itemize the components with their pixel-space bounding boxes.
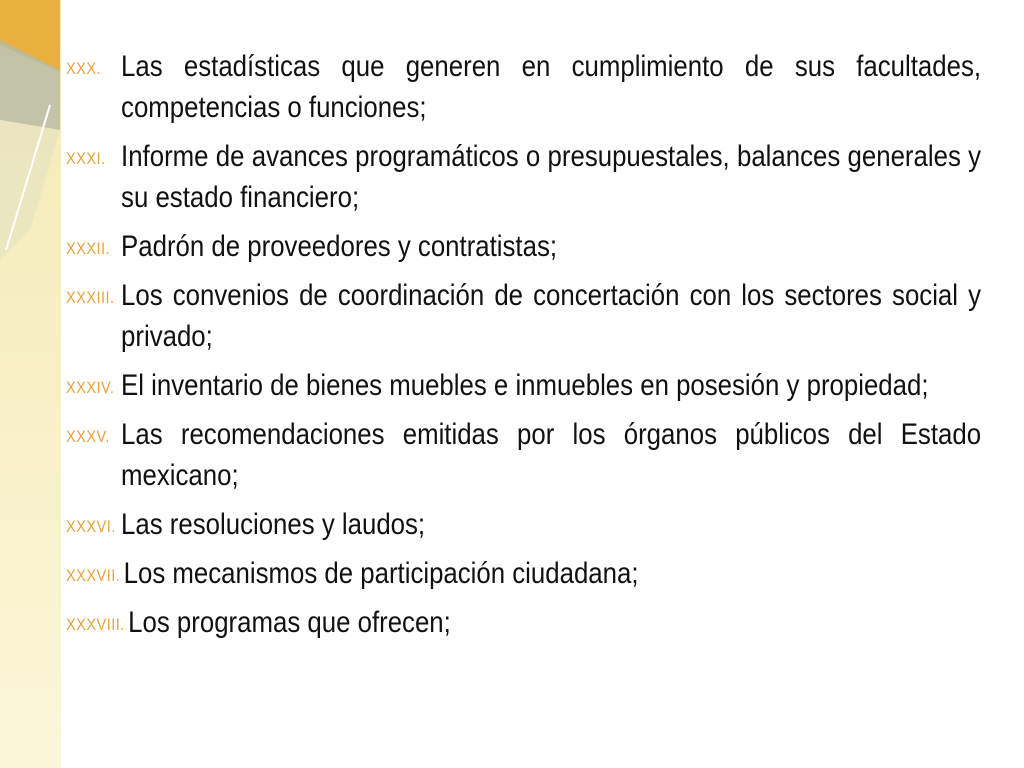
list-item-numeral: XXXIV. xyxy=(66,378,115,397)
list-item-numeral: XXXVII. xyxy=(66,566,121,585)
list-item-numeral: XXXVI. xyxy=(66,517,116,536)
list-item-numeral: XXX. xyxy=(66,59,102,78)
list-item xyxy=(66,553,981,594)
list-item-numeral: XXXI. xyxy=(66,149,106,168)
list-item-text: Las estadísticas que generen en cumplimiento de sus facultades, competencias o funciones; xyxy=(121,50,982,124)
list-item xyxy=(66,602,981,643)
list-item-numeral: XXXVIII. xyxy=(66,615,125,634)
list-item xyxy=(66,414,981,496)
list-item-text: Informe de avances programáticos o presupuestales, balances generales y su estado financiero; xyxy=(121,140,982,214)
list-item-numeral: XXXIII. xyxy=(66,288,115,307)
list-item-numeral: XXXV. xyxy=(66,427,110,446)
list-item-numeral: XXXII. xyxy=(66,239,111,258)
list-item-text: El inventario de bienes muebles e inmuebles en posesión y propiedad; xyxy=(121,369,929,402)
list-item-text: Los convenios de coordinación de concertación con los sectores social y privado; xyxy=(121,279,982,353)
list-item xyxy=(66,275,981,357)
list-item xyxy=(66,136,981,218)
list-item xyxy=(66,365,981,406)
list-item-text: Los programas que ofrecen; xyxy=(128,606,451,639)
list-item xyxy=(66,226,981,267)
list-item xyxy=(66,46,981,128)
list-item xyxy=(66,504,981,545)
list-item-text: Las recomendaciones emitidas por los órganos públicos del Estado mexicano; xyxy=(121,418,982,492)
list-item-text: Padrón de proveedores y contratistas; xyxy=(121,230,558,263)
list-item-text: Las resoluciones y laudos; xyxy=(121,508,426,541)
decorative-side-band xyxy=(0,0,64,768)
numbered-list xyxy=(66,46,986,651)
list-item-text: Los mecanismos de participación ciudadana; xyxy=(123,557,639,590)
